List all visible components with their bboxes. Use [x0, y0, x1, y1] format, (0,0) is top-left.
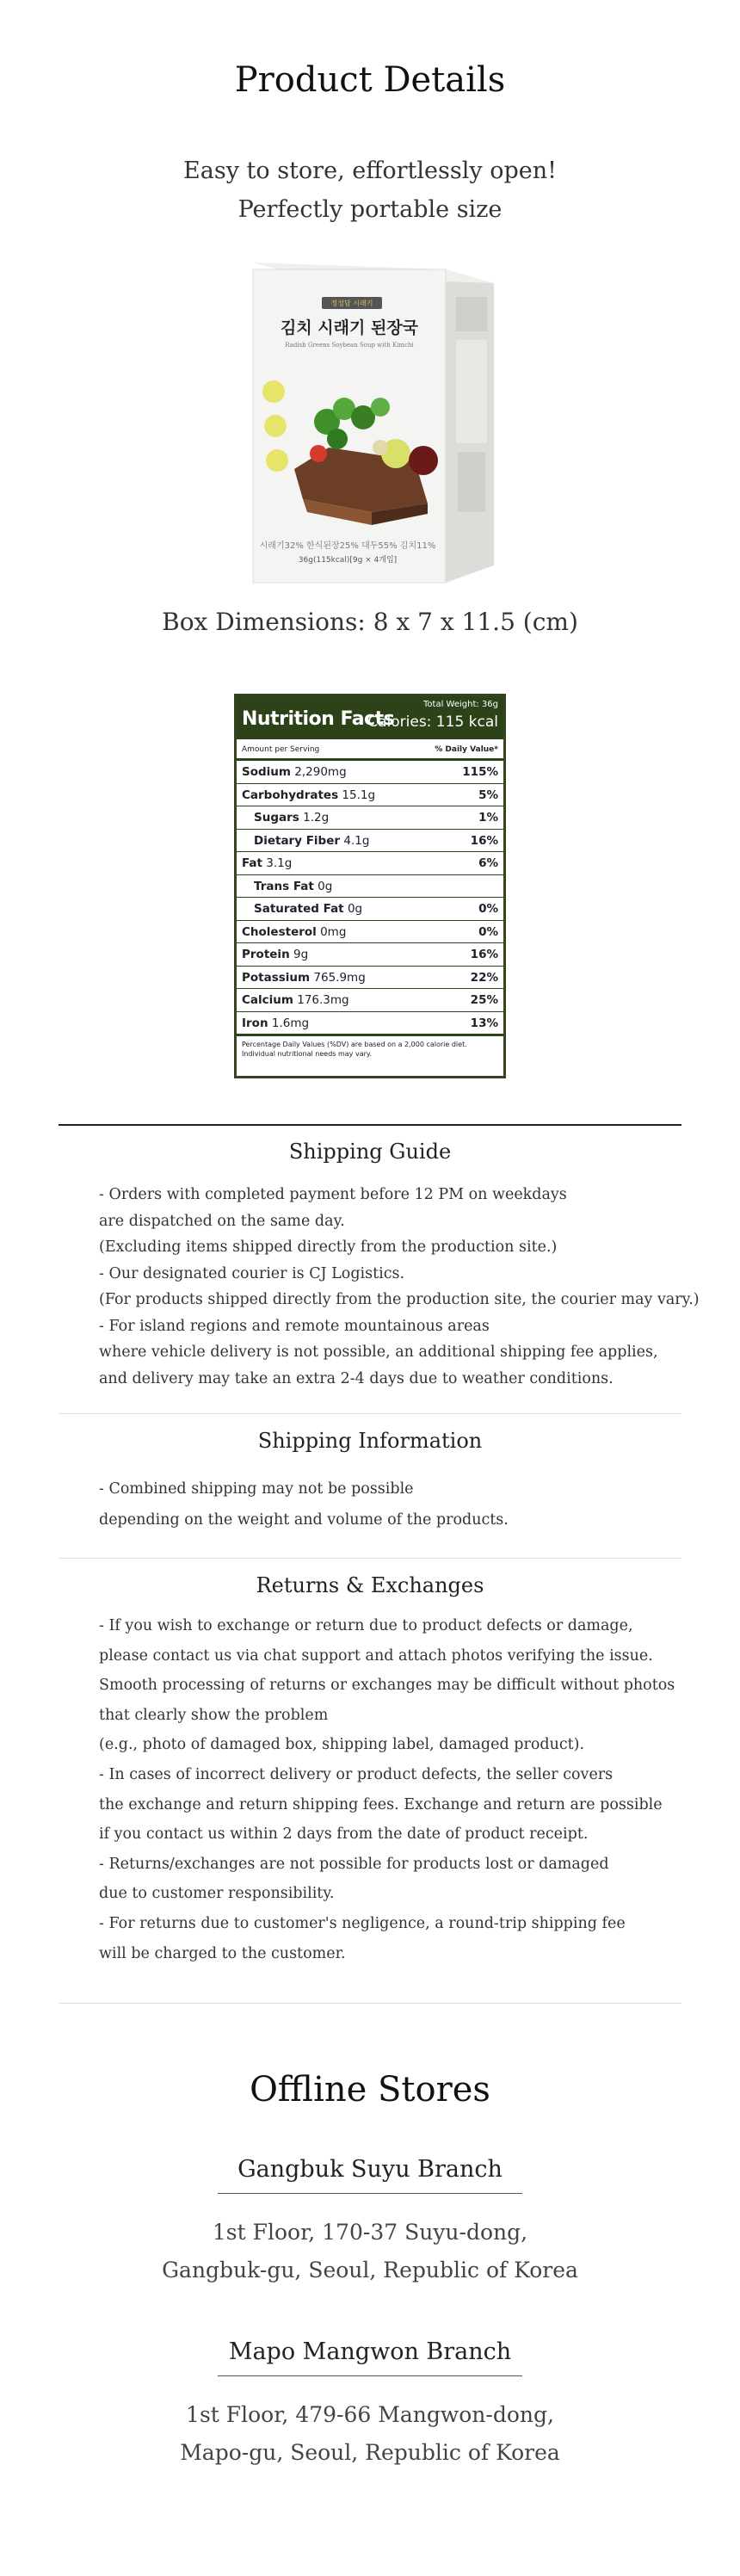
nutrient-amount: 0g — [318, 879, 333, 893]
nutrition-header — [237, 696, 503, 739]
nutrition-row — [237, 806, 503, 830]
text-line: - If you wish to exchange or return due to product defects or damage, — [99, 1617, 633, 1634]
text-line: where vehicle delivery is not possible, an additional shipping fee applies, — [99, 1344, 658, 1361]
nutrient-name: Sugars — [254, 811, 299, 825]
nutrient-name-amount — [242, 993, 349, 1007]
nutrient-amount: 9g — [293, 948, 309, 961]
nutrient-daily-value: 13% — [470, 1016, 498, 1030]
text-line: - In cases of incorrect delivery or product defects, the seller covers — [99, 1765, 614, 1783]
text-line: and delivery may take an extra 2-4 days due to weather conditions. — [99, 1369, 614, 1387]
text-line: the exchange and return shipping fees. Exchange and return are possible — [99, 1795, 663, 1813]
nutrient-name: Carbohydrates — [242, 788, 339, 802]
branch-address-line-2: Gangbuk-gu, Seoul, Republic of Korea — [162, 2258, 578, 2283]
nutrition-row — [237, 784, 503, 807]
nutrient-daily-value: 115% — [462, 765, 498, 779]
nutrient-amount: 2,290mg — [294, 765, 347, 779]
box-dimensions: Box Dimensions: 8 x 7 x 11.5 (cm) — [162, 608, 578, 636]
nutrient-daily-value: 22% — [470, 970, 498, 985]
branch-address-mapo — [0, 2396, 740, 2472]
nutrition-title: Nutrition Facts — [242, 708, 395, 730]
nutrient-amount: 4.1g — [343, 833, 370, 848]
nutrient-amount: 1.2g — [303, 811, 330, 825]
section-divider — [59, 1413, 681, 1414]
text-line: are dispatched on the same day. — [99, 1212, 345, 1230]
nutrient-name: Trans Fat — [254, 879, 314, 893]
product-brand: 정성담 시래기 — [330, 300, 373, 307]
nutrient-daily-value: 6% — [478, 856, 498, 870]
branch-address-line-1: 1st Floor, 170-37 Suyu-dong, — [212, 2220, 528, 2245]
tagline-line-2: Perfectly portable size — [237, 196, 503, 223]
nutrient-daily-value: 1% — [478, 811, 498, 825]
nutrition-row — [237, 852, 503, 875]
product-name-en: Radish Greens Soybean Soup with Kimchi — [285, 342, 414, 349]
branch-underline — [218, 2375, 522, 2376]
nutrient-amount: 176.3mg — [297, 993, 349, 1007]
shipping-guide-body — [99, 1182, 700, 1392]
text-line: (For products shipped directly from the production site, the courier may vary.) — [99, 1291, 700, 1308]
text-line: (Excluding items shipped directly from the production site.) — [99, 1239, 558, 1256]
text-line: please contact us via chat support and attach photos verifying the issue. — [99, 1646, 653, 1665]
product-weight: 36g(115kcal)[9g × 4개입] — [298, 556, 398, 565]
product-ingredients: 시래기32% 한식된장25% 대두55% 김치11% — [259, 541, 436, 551]
nutrient-amount: 1.6mg — [271, 1016, 310, 1030]
nutrient-name: Potassium — [242, 970, 311, 985]
nutrient-name: Calcium — [242, 993, 293, 1007]
branch-name-mapo: Mapo Mangwon Branch — [228, 2338, 512, 2365]
nutrition-subheader — [237, 739, 503, 761]
nutrient-daily-value: 16% — [470, 948, 498, 961]
amount-per-serving-label: Amount per Serving — [242, 745, 320, 754]
nutrient-amount: 0g — [347, 902, 363, 916]
nutrition-footnote — [237, 1035, 503, 1062]
nutrition-row — [237, 875, 503, 899]
text-line: if you contact us within 2 days from the date of product receipt. — [99, 1825, 589, 1844]
text-line: Smooth processing of returns or exchanges may be difficult without photos — [99, 1677, 675, 1695]
branch-name-gangbuk: Gangbuk Suyu Branch — [237, 2156, 503, 2183]
shipping-information-body — [99, 1473, 684, 1535]
tagline-line-1: Easy to store, effortlessly open! — [183, 158, 557, 184]
text-line: - For returns due to customer's negligence, a round-trip shipping fee — [99, 1914, 626, 1932]
branch-underline — [218, 2193, 522, 2194]
text-line: - Combined shipping may not be possible — [99, 1480, 414, 1498]
nutrient-amount: 0mg — [320, 924, 347, 939]
nutrient-daily-value: 0% — [478, 924, 498, 939]
product-name-ko: 김치 시래기 된장국 — [280, 318, 419, 337]
nutrient-name-amount — [242, 948, 308, 961]
offline-stores-title: Offline Stores — [250, 2070, 490, 2110]
nutrient-name: Saturated Fat — [254, 902, 344, 916]
nutrition-row — [237, 830, 503, 853]
nutrient-name-amount — [242, 788, 375, 802]
nutrient-name-amount — [242, 925, 346, 939]
nutrition-row — [237, 943, 503, 967]
nutrient-amount: 3.1g — [266, 856, 293, 870]
nutrition-row — [237, 967, 503, 990]
text-line: that clearly show the problem — [99, 1706, 329, 1724]
branch-address-line-1: 1st Floor, 479-66 Mangwon-dong, — [186, 2402, 554, 2427]
nutrient-name-amount — [242, 856, 292, 870]
nutrient-daily-value: 16% — [470, 833, 498, 848]
nutrient-name-amount — [242, 1016, 309, 1030]
page-title: Product Details — [234, 60, 506, 100]
nutrient-name: Dietary Fiber — [254, 833, 341, 848]
nutrition-row — [237, 1012, 503, 1035]
text-line: - Returns/exchanges are not possible for products lost or damaged — [99, 1855, 609, 1873]
nutrient-name-amount — [254, 811, 329, 825]
text-line: depending on the weight and volume of the products. — [99, 1511, 509, 1529]
nutrient-name: Fat — [242, 856, 262, 870]
shipping-information-title: Shipping Information — [257, 1429, 483, 1453]
returns-exchanges-body — [99, 1611, 684, 1968]
section-divider — [59, 1558, 681, 1559]
section-divider-main — [59, 1124, 681, 1126]
nutrient-name-amount — [254, 834, 369, 848]
nutrition-row — [237, 898, 503, 921]
nutrition-row — [237, 921, 503, 944]
nutrition-footnote-2: Individual nutritional needs may vary. — [242, 1050, 373, 1058]
nutrient-amount: 15.1g — [342, 788, 376, 802]
text-line: will be charged to the customer. — [99, 1944, 346, 1962]
nutrient-name: Cholesterol — [242, 924, 317, 939]
nutrient-daily-value: 25% — [470, 993, 498, 1007]
text-line: - Our designated courier is CJ Logistics. — [99, 1264, 405, 1282]
nutrient-name-amount — [254, 880, 332, 893]
branch-address-gangbuk — [0, 2214, 740, 2289]
nutrient-name: Sodium — [242, 765, 291, 779]
text-line: - For island regions and remote mountainous areas — [99, 1317, 490, 1335]
product-box-image — [243, 254, 501, 590]
text-line: due to customer responsibility. — [99, 1885, 335, 1903]
nutrition-footnote-1: Percentage Daily Values (%DV) are based on a 2,000 calorie diet. — [242, 1041, 467, 1048]
nutrient-name: Iron — [242, 1016, 268, 1030]
nutrition-calories: Calories: 115 kcal — [367, 713, 498, 731]
nutrient-daily-value: 0% — [478, 902, 498, 916]
branch-address-line-2: Mapo-gu, Seoul, Republic of Korea — [180, 2440, 560, 2465]
nutrient-name-amount — [242, 765, 347, 779]
nutrition-total-weight: Total Weight: 36g — [423, 700, 498, 709]
nutrient-name: Protein — [242, 948, 290, 961]
nutrient-name-amount — [242, 971, 366, 985]
returns-exchanges-title: Returns & Exchanges — [256, 1573, 484, 1597]
nutrition-facts-label — [234, 694, 506, 1078]
nutrition-row — [237, 761, 503, 784]
text-line: - Orders with completed payment before 12 PM on weekdays — [99, 1186, 567, 1203]
nutrition-row — [237, 989, 503, 1012]
nutrient-amount: 765.9mg — [313, 970, 366, 985]
nutrient-name-amount — [254, 902, 362, 916]
shipping-guide-title: Shipping Guide — [288, 1140, 452, 1164]
nutrient-daily-value: 5% — [478, 788, 498, 802]
section-divider — [59, 2003, 681, 2004]
daily-value-label: % Daily Value* — [435, 745, 498, 754]
text-line: (e.g., photo of damaged box, shipping label, damaged product). — [99, 1736, 585, 1754]
nutrition-rows — [237, 761, 503, 1035]
